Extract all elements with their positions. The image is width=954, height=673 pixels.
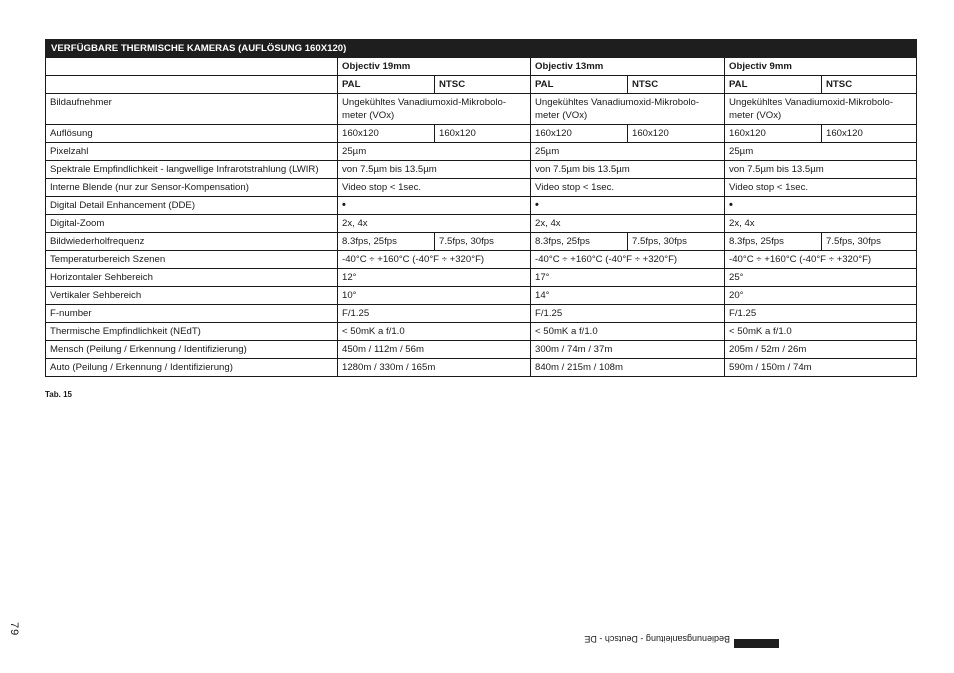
pal-value-cell: 8.3fps, 25fps <box>725 233 822 251</box>
objective-value-cell: Video stop < 1sec. <box>725 179 917 197</box>
objective-value-cell: • <box>338 197 531 215</box>
table-row <box>46 233 917 251</box>
objective-value-cell: • <box>725 197 917 215</box>
ntsc-header: NTSC <box>822 76 917 94</box>
table-row <box>46 359 917 377</box>
row-label: Spektrale Empfindlichkeit - langwellige Infrarotstrahlung (LWIR) <box>46 161 338 179</box>
footer-text: Bedienungsanleitung - Deutsch - DE <box>584 634 730 644</box>
objective-value-cell: 300m / 74m / 37m <box>531 341 725 359</box>
objective-value-cell: 2x, 4x <box>338 215 531 233</box>
table-title-row <box>46 40 917 58</box>
table-row <box>46 143 917 161</box>
row-label: Bildwiederholfrequenz <box>46 233 338 251</box>
objective-value-cell: -40°C ÷ +160°C (-40°F ÷ +320°F) <box>725 251 917 269</box>
row-label: Bildaufnehmer <box>46 94 338 125</box>
row-label: Horizontaler Sehbereich <box>46 269 338 287</box>
pal-value-cell: 160x120 <box>338 125 435 143</box>
row-label: Auflösung <box>46 125 338 143</box>
objective-value-cell: von 7.5µm bis 13.5µm <box>725 161 917 179</box>
ntsc-header: NTSC <box>628 76 725 94</box>
ntsc-value-cell: 160x120 <box>822 125 917 143</box>
objective-value-cell: -40°C ÷ +160°C (-40°F ÷ +320°F) <box>531 251 725 269</box>
row-label: Temperaturbereich Szenen <box>46 251 338 269</box>
objective-value-cell: Ungekühltes Vanadiumoxid-Mikrobolo- meter (VOx) <box>338 94 531 125</box>
objective-9mm-header: Objectiv 9mm <box>725 58 917 76</box>
pal-value-cell: 8.3fps, 25fps <box>338 233 435 251</box>
table-row <box>46 94 917 125</box>
objective-value-cell: < 50mK a f/1.0 <box>725 323 917 341</box>
header-empty-cell <box>46 76 338 94</box>
ntsc-value-cell: 7.5fps, 30fps <box>628 233 725 251</box>
objective-value-cell: Video stop < 1sec. <box>531 179 725 197</box>
objective-value-cell: • <box>531 197 725 215</box>
row-label: F-number <box>46 305 338 323</box>
objective-value-cell: 590m / 150m / 74m <box>725 359 917 377</box>
table-row <box>46 269 917 287</box>
ntsc-header: NTSC <box>435 76 531 94</box>
table-row <box>46 179 917 197</box>
row-label: Digital-Zoom <box>46 215 338 233</box>
objective-value-cell: 2x, 4x <box>725 215 917 233</box>
row-label: Thermische Empfindlichkeit (NEdT) <box>46 323 338 341</box>
objective-value-cell: F/1.25 <box>338 305 531 323</box>
table-row <box>46 341 917 359</box>
pal-header: PAL <box>725 76 822 94</box>
objective-value-cell: 1280m / 330m / 165m <box>338 359 531 377</box>
objective-value-cell: 10° <box>338 287 531 305</box>
objective-value-cell: von 7.5µm bis 13.5µm <box>531 161 725 179</box>
table-row <box>46 323 917 341</box>
objective-value-cell: 20° <box>725 287 917 305</box>
pal-header: PAL <box>531 76 628 94</box>
spec-sheet <box>45 39 916 377</box>
table-row <box>46 215 917 233</box>
objective-value-cell: 17° <box>531 269 725 287</box>
objective-header-row <box>46 58 917 76</box>
objective-value-cell: 840m / 215m / 108m <box>531 359 725 377</box>
ntsc-value-cell: 160x120 <box>435 125 531 143</box>
objective-value-cell: < 50mK a f/1.0 <box>531 323 725 341</box>
table-caption: Tab. 15 <box>45 390 72 399</box>
objective-value-cell: 12° <box>338 269 531 287</box>
objective-19mm-header: Objectiv 19mm <box>338 58 531 76</box>
standard-header-row <box>46 76 917 94</box>
table-row <box>46 125 917 143</box>
objective-value-cell: Ungekühltes Vanadiumoxid-Mikrobolo- meter (VOx) <box>531 94 725 125</box>
pal-value-cell: 160x120 <box>725 125 822 143</box>
objective-value-cell: -40°C ÷ +160°C (-40°F ÷ +320°F) <box>338 251 531 269</box>
objective-value-cell: < 50mK a f/1.0 <box>338 323 531 341</box>
pal-header: PAL <box>338 76 435 94</box>
objective-value-cell: F/1.25 <box>725 305 917 323</box>
objective-value-cell: 25µm <box>338 143 531 161</box>
table-row <box>46 251 917 269</box>
objective-value-cell: 2x, 4x <box>531 215 725 233</box>
objective-value-cell: 450m / 112m / 56m <box>338 341 531 359</box>
objective-value-cell: 25° <box>725 269 917 287</box>
table-title: VERFÜGBARE THERMISCHE KAMERAS (AUFLÖSUNG 160X120) <box>46 40 917 58</box>
ntsc-value-cell: 7.5fps, 30fps <box>435 233 531 251</box>
row-label: Pixelzahl <box>46 143 338 161</box>
row-label: Digital Detail Enhancement (DDE) <box>46 197 338 215</box>
objective-value-cell: 14° <box>531 287 725 305</box>
row-label: Mensch (Peilung / Erkennung / Identifizierung) <box>46 341 338 359</box>
table-row <box>46 287 917 305</box>
objective-value-cell: Ungekühltes Vanadiumoxid-Mikrobolo- meter (VOx) <box>725 94 917 125</box>
row-label: Auto (Peilung / Erkennung / Identifizierung) <box>46 359 338 377</box>
pal-value-cell: 160x120 <box>531 125 628 143</box>
ntsc-value-cell: 160x120 <box>628 125 725 143</box>
thermal-camera-spec-table <box>45 39 917 377</box>
objective-value-cell: von 7.5µm bis 13.5µm <box>338 161 531 179</box>
table-row <box>46 197 917 215</box>
ntsc-value-cell: 7.5fps, 30fps <box>822 233 917 251</box>
footer-bar <box>734 639 779 648</box>
row-label: Interne Blende (nur zur Sensor-Kompensation) <box>46 179 338 197</box>
table-row <box>46 161 917 179</box>
objective-value-cell: 25µm <box>725 143 917 161</box>
objective-value-cell: F/1.25 <box>531 305 725 323</box>
row-label: Vertikaler Sehbereich <box>46 287 338 305</box>
objective-value-cell: Video stop < 1sec. <box>338 179 531 197</box>
objective-value-cell: 205m / 52m / 26m <box>725 341 917 359</box>
table-row <box>46 305 917 323</box>
objective-value-cell: 25µm <box>531 143 725 161</box>
pal-value-cell: 8.3fps, 25fps <box>531 233 628 251</box>
page-number: 79 <box>8 622 20 637</box>
header-empty-cell <box>46 58 338 76</box>
objective-13mm-header: Objectiv 13mm <box>531 58 725 76</box>
